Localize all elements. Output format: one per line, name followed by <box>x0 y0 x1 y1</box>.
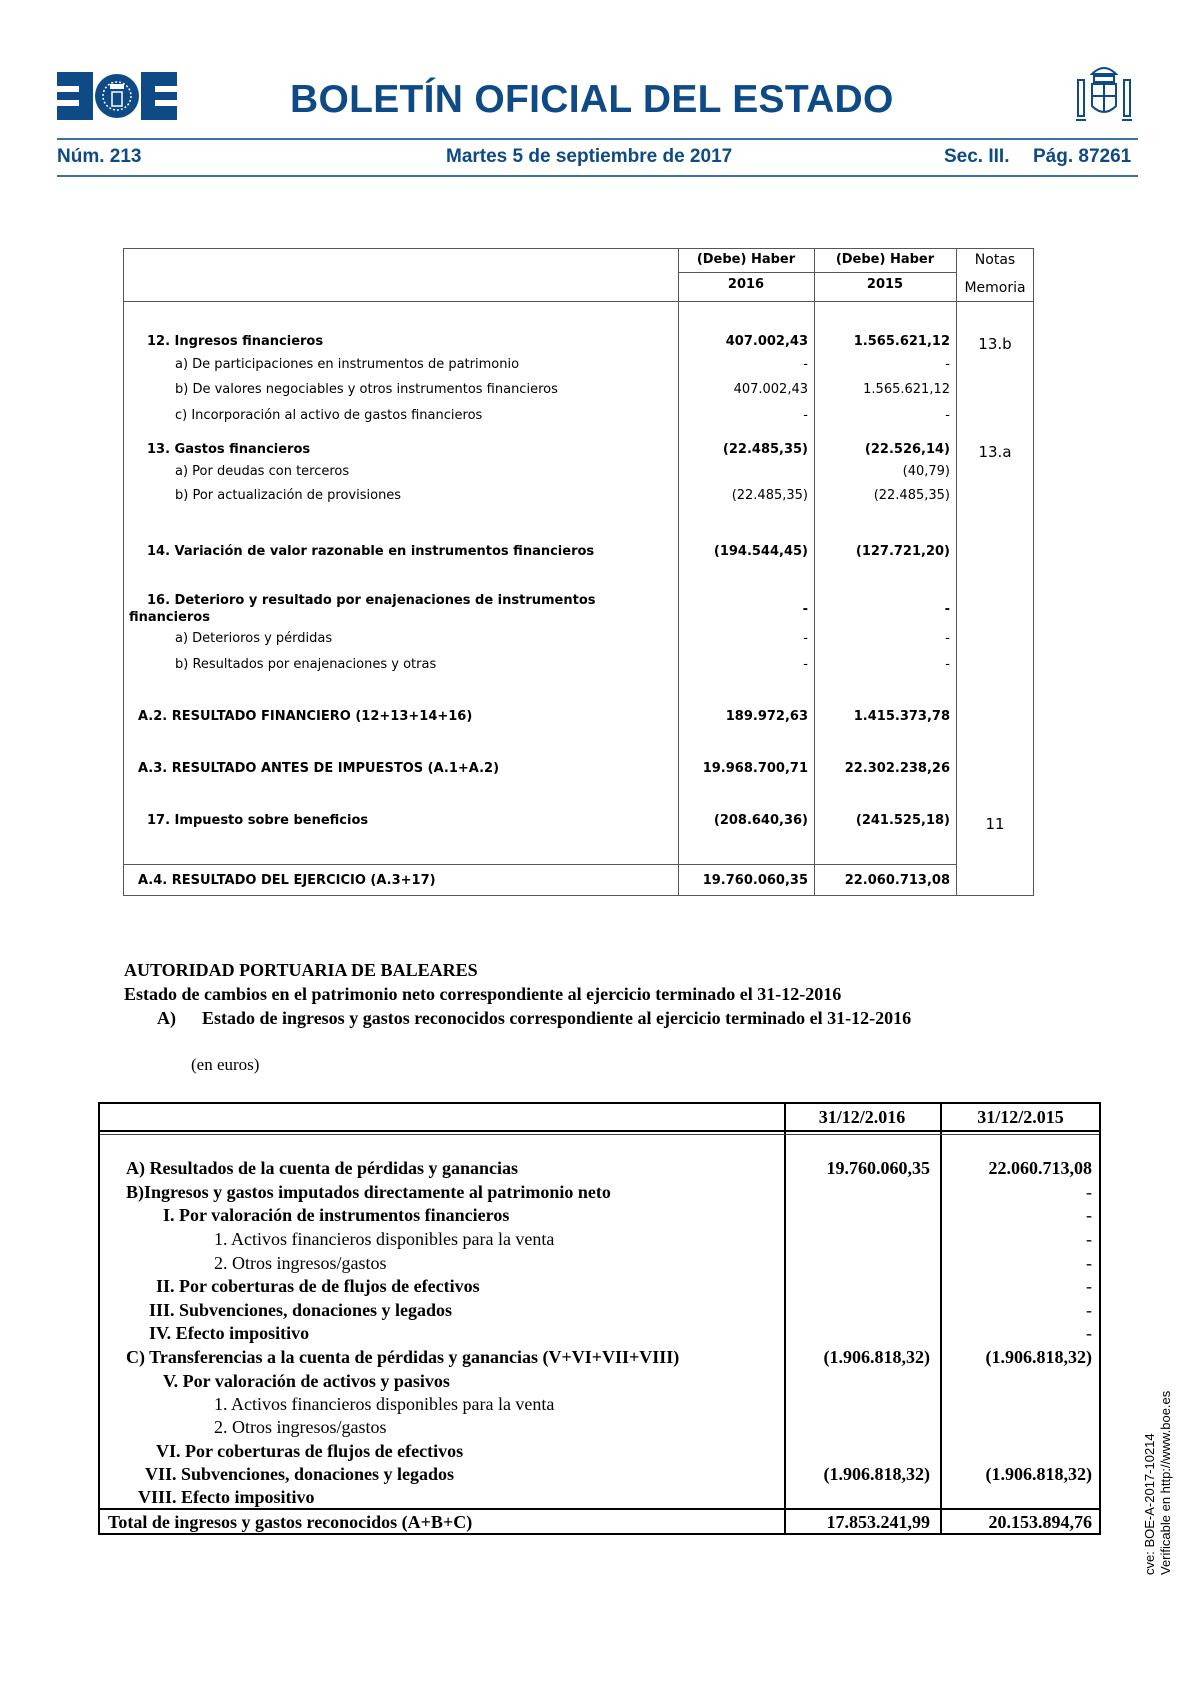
col-notes-header-bottom: Memoria <box>964 280 1026 296</box>
col-2016-header: 31/12/2.016 <box>818 1107 906 1127</box>
col-2015-header: 31/12/2.015 <box>977 1107 1064 1127</box>
publication-title: BOLETÍN OFICIAL DEL ESTADO <box>290 78 894 121</box>
col-notes-header-top: Notas <box>974 252 1016 268</box>
issue-number: Núm. 213 <box>57 146 142 167</box>
page-number: Pág. 87261 <box>1033 146 1132 167</box>
recognized-income-table: 31/12/2.016 31/12/2.015 A) Resultados de la cuenta de pérdidas y ganancias 19.760.060,35 22.060.713,08 B)Ingresos y gastos imputados directamente al patrimonio neto - I. Por valoración de instrumentos financieros - 1. Activos financieros disponibles para la venta - 2. Otros ingresos/gastos - II. Por coberturas de de flujos de efectivos - III. Subvenciones, donaciones y legados - IV. Efecto impositivo - C) Transferencias a la cuenta de pérdidas y ganancias (V+VI+VII+VIII) (1.906.818,32) (1.906.818,32) V. Por valoración de activos y pasivos 1. Activos financieros disponibles para la venta 2. Otros ingresos/gastos VI. Por coberturas de flujos de efectivos VII. Subvenciones, donaciones y legados (1.906.818,32) (1.906.818,32) VIII. Efecto impositivo Total de ingresos y gastos reconocidos (A+B+C) 17.853.241,99 20.153.894,76 <box>98 1102 1101 1535</box>
col-2016-header-year: 2016 <box>727 277 765 292</box>
issue-date: Martes 5 de septiembre de 2017 <box>446 146 733 167</box>
subtitle-marker: A) <box>157 1008 176 1028</box>
boe-logo <box>57 72 177 120</box>
verification-link[interactable]: Verificable en http://www.boe.es <box>1158 1390 1173 1575</box>
col-2015-header-top: (Debe) Haber <box>835 252 935 267</box>
cve-code: cve: BOE-A-2017-10214 <box>1142 1433 1157 1575</box>
statement-title: Estado de cambios en el patrimonio neto correspondiente al ejercicio terminado el 31-12-2016 <box>124 984 842 1004</box>
units-note: (en euros) <box>191 1055 260 1074</box>
header-rule-top <box>57 138 1138 140</box>
col-2015-header-year: 2015 <box>866 277 904 292</box>
entity-name: AUTORIDAD PORTUARIA DE BALEARES <box>124 960 478 980</box>
header-rule-bottom <box>57 175 1138 177</box>
coat-of-arms-icon <box>1070 60 1138 128</box>
section-label: Sec. III. <box>944 146 1010 167</box>
statement-subtitle: Estado de ingresos y gastos reconocidos correspondiente al ejercicio terminado el 31-12-2016 <box>202 1008 912 1028</box>
col-2016-header-top: (Debe) Haber <box>696 252 796 267</box>
income-statement-table: (Debe) Haber 2016 (Debe) Haber 2015 Notas Memoria 12. Ingresos financieros 407.002,43 1.565.621,12 13.b a) De participaciones en instrumentos de patrimonio - - b) De valores negociables y otros instrumentos financieros 407.002,43 1.565.621,12 c) Incorporación al activo de gastos financieros - - 13. Gastos financieros (22.485,35) (22.526,14) 13.a a) Por deudas con terceros (40,79) b) Por actualización de provisiones (22.485,35) (22.485,35) 14. Variación de valor razonable en instrumentos financieros (194.544,45) (127.721,20) 16. Deterioro y resultado por enajenaciones de instrumentos financieros - - a) Deterioros y pérdidas - - b) Resultados por enajenaciones y otras - - A.2. RESULTADO FINANCIERO (12+13+14+16) 189.972,63 1.415.373,78 A.3. RESULTADO ANTES DE IMPUESTOS (A.1+A.2) 19.968.700,71 22.302.238,26 17. Impuesto sobre beneficios (208.640,36) (241.525,18) 11 A.4. RESULTADO DEL EJERCICIO (A.3+17) 19.760.060,35 22.060.713,08 <box>123 248 1034 896</box>
verification-note <box>1142 1391 1174 1575</box>
